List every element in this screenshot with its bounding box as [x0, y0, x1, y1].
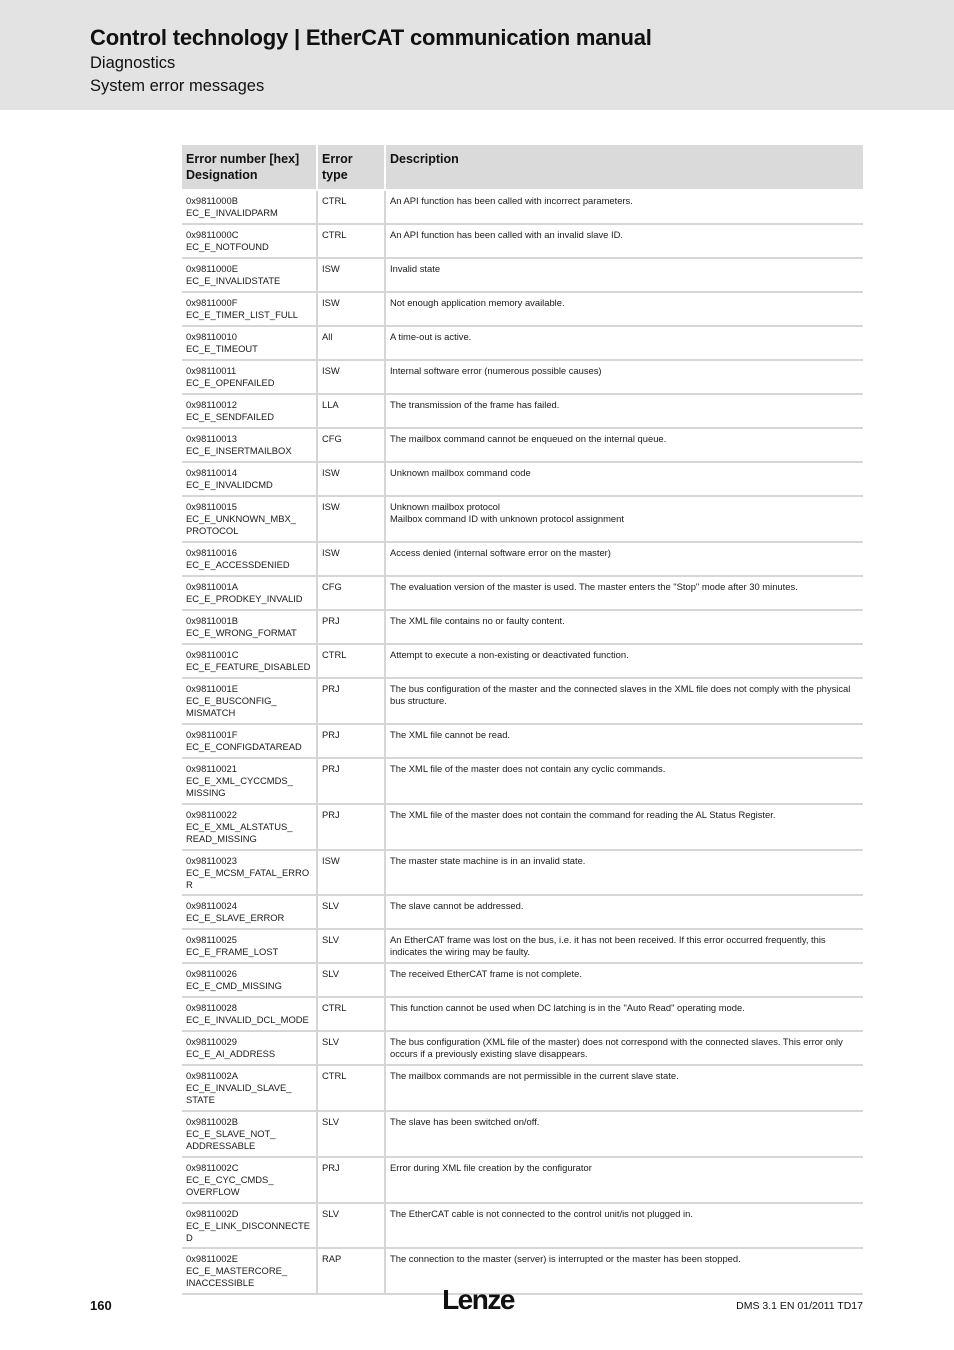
error-type-cell: PRJ — [318, 805, 386, 851]
table-row — [182, 998, 863, 1032]
error-designation: EC_E_XML_CYCCMDS_ MISSING — [186, 775, 293, 798]
error-type-cell: ISW — [318, 543, 386, 577]
error-description-cell: The XML file cannot be read. — [386, 725, 863, 759]
error-designation: EC_E_CONFIGDATAREAD — [186, 741, 302, 752]
error-description-cell: The XML file of the master does not contain any cyclic commands. — [386, 759, 863, 805]
error-type-cell: CTRL — [318, 998, 386, 1032]
table-row — [182, 1204, 863, 1249]
error-number-cell — [182, 429, 318, 463]
table-row — [182, 327, 863, 361]
table-row — [182, 1066, 863, 1112]
error-designation: EC_E_MASTERCORE_ INACCESSIBLE — [186, 1265, 288, 1288]
error-type-cell: PRJ — [318, 1158, 386, 1204]
error-number: 0x98110011 — [186, 365, 237, 376]
error-designation: EC_E_FRAME_LOST — [186, 946, 279, 957]
table-header-row — [182, 145, 863, 191]
error-number: 0x98110013 — [186, 433, 237, 444]
error-number: 0x98110012 — [186, 399, 237, 410]
error-description-cell: Invalid state — [386, 259, 863, 293]
error-description-cell: Access denied (internal software error on the master) — [386, 543, 863, 577]
table-row — [182, 429, 863, 463]
error-number-cell — [182, 896, 318, 930]
error-designation: EC_E_WRONG_FORMAT — [186, 627, 297, 638]
error-description-cell: The mailbox command cannot be enqueued on the internal queue. — [386, 429, 863, 463]
error-designation: EC_E_OPENFAILED — [186, 377, 275, 388]
error-number: 0x9811001E — [186, 683, 238, 694]
table-row — [182, 1249, 863, 1295]
error-number: 0x9811002C — [186, 1162, 239, 1173]
error-type-cell: SLV — [318, 930, 386, 964]
error-designation: EC_E_INVALIDSTATE — [186, 275, 281, 286]
error-number: 0x9811000C — [186, 229, 239, 240]
error-type-cell: PRJ — [318, 679, 386, 725]
column-header-error-number: Error number [hex] Designation — [182, 145, 318, 191]
error-designation: EC_E_MCSM_FATAL_ERROR — [186, 867, 310, 890]
table-row — [182, 361, 863, 395]
error-description-cell: The XML file contains no or faulty content. — [386, 611, 863, 645]
lenze-logo — [438, 1285, 518, 1315]
error-number: 0x9811002A — [186, 1070, 238, 1081]
error-number-cell — [182, 577, 318, 611]
error-number-cell — [182, 998, 318, 1032]
error-number: 0x9811001A — [186, 581, 238, 592]
error-description-cell: An API function has been called with an invalid slave ID. — [386, 225, 863, 259]
error-type-cell: SLV — [318, 896, 386, 930]
error-number-cell — [182, 964, 318, 998]
table-row — [182, 191, 863, 225]
error-description-cell: The received EtherCAT frame is not complete. — [386, 964, 863, 998]
error-designation: EC_E_ACCESSDENIED — [186, 559, 290, 570]
error-type-cell: SLV — [318, 964, 386, 998]
error-type-cell: ISW — [318, 259, 386, 293]
table-row — [182, 725, 863, 759]
table-row — [182, 543, 863, 577]
error-number-cell — [182, 805, 318, 851]
table-row — [182, 259, 863, 293]
error-designation: EC_E_CMD_MISSING — [186, 980, 282, 991]
error-table-body — [182, 191, 863, 1295]
error-designation: EC_E_BUSCONFIG_ MISMATCH — [186, 695, 277, 718]
table-row — [182, 679, 863, 725]
error-designation: EC_E_INSERTMAILBOX — [186, 445, 292, 456]
error-number-cell — [182, 191, 318, 225]
error-designation: EC_E_LINK_DISCONNECTED — [186, 1220, 310, 1243]
error-description-cell: The master state machine is in an invalid state. — [386, 851, 863, 896]
table-row — [182, 577, 863, 611]
error-number-cell — [182, 293, 318, 327]
error-designation: EC_E_INVALID_SLAVE_ STATE — [186, 1082, 292, 1105]
error-number: 0x98110016 — [186, 547, 237, 558]
error-type-cell: SLV — [318, 1204, 386, 1249]
error-number-cell — [182, 361, 318, 395]
error-type-cell: ISW — [318, 497, 386, 543]
error-designation: EC_E_SLAVE_ERROR — [186, 912, 285, 923]
error-description-cell: Unknown mailbox protocol Mailbox command ID with unknown protocol assignment — [386, 497, 863, 543]
error-type-cell: ISW — [318, 361, 386, 395]
error-number: 0x9811001F — [186, 729, 238, 740]
error-type-cell: PRJ — [318, 759, 386, 805]
error-number-cell — [182, 1112, 318, 1158]
error-number: 0x98110029 — [186, 1036, 237, 1047]
table-row — [182, 645, 863, 679]
error-number: 0x98110021 — [186, 763, 237, 774]
error-number-cell — [182, 1066, 318, 1112]
error-designation: EC_E_NOTFOUND — [186, 241, 269, 252]
error-number-cell — [182, 1032, 318, 1066]
column-header-description: Description — [386, 145, 863, 191]
error-description-cell: Unknown mailbox command code — [386, 463, 863, 497]
error-number: 0x98110010 — [186, 331, 237, 342]
table-row — [182, 805, 863, 851]
table-row — [182, 395, 863, 429]
error-designation: EC_E_SENDFAILED — [186, 411, 275, 422]
error-type-cell: ISW — [318, 463, 386, 497]
error-type-cell: PRJ — [318, 611, 386, 645]
error-number-cell — [182, 725, 318, 759]
error-number-cell — [182, 645, 318, 679]
table-row — [182, 759, 863, 805]
error-number: 0x9811000E — [186, 263, 238, 274]
table-row — [182, 611, 863, 645]
subsection-title: System error messages — [90, 77, 265, 95]
error-designation: EC_E_CYC_CMDS_ OVERFLOW — [186, 1174, 274, 1197]
error-description-cell: Not enough application memory available. — [386, 293, 863, 327]
error-number-cell — [182, 930, 318, 964]
error-number-cell — [182, 611, 318, 645]
error-designation: EC_E_INVALID_DCL_MODE — [186, 1014, 309, 1025]
error-type-cell: CFG — [318, 429, 386, 463]
error-type-cell: SLV — [318, 1032, 386, 1066]
error-type-cell: LLA — [318, 395, 386, 429]
error-designation: EC_E_INVALIDCMD — [186, 479, 273, 490]
column-header-error-type: Error type — [318, 145, 386, 191]
error-number: 0x9811002B — [186, 1116, 238, 1127]
error-designation: EC_E_TIMEOUT — [186, 343, 258, 354]
error-description-cell: The transmission of the frame has failed. — [386, 395, 863, 429]
document-title: Control technology | EtherCAT communication manual — [90, 25, 652, 50]
error-number-cell — [182, 1204, 318, 1249]
error-description-cell: The bus configuration (XML file of the master) does not correspond with the connected slaves. This error only occurs if a previously existing slave disappears. — [386, 1032, 863, 1066]
error-type-cell: CTRL — [318, 191, 386, 225]
error-number: 0x9811001C — [186, 649, 239, 660]
page-number: 160 — [90, 1298, 112, 1313]
table-row — [182, 1112, 863, 1158]
error-type-cell: ISW — [318, 851, 386, 896]
table-row — [182, 463, 863, 497]
error-number: 0x98110025 — [186, 934, 237, 945]
error-type-cell: CFG — [318, 577, 386, 611]
error-number: 0x98110014 — [186, 467, 237, 478]
error-number: 0x9811002E — [186, 1253, 238, 1264]
table-row — [182, 225, 863, 259]
error-type-cell: PRJ — [318, 725, 386, 759]
table-row — [182, 1032, 863, 1066]
error-type-cell: CTRL — [318, 1066, 386, 1112]
error-number: 0x9811000B — [186, 195, 238, 206]
error-designation: EC_E_XML_ALSTATUS_ READ_MISSING — [186, 821, 293, 844]
error-number-cell — [182, 497, 318, 543]
error-number-cell — [182, 327, 318, 361]
error-description-cell: Attempt to execute a non-existing or deactivated function. — [386, 645, 863, 679]
table-row — [182, 930, 863, 964]
table-row — [182, 1158, 863, 1204]
error-number: 0x98110015 — [186, 501, 237, 512]
error-designation: EC_E_SLAVE_NOT_ ADDRESSABLE — [186, 1128, 276, 1151]
error-number: 0x98110023 — [186, 855, 237, 866]
error-designation: EC_E_UNKNOWN_MBX_ PROTOCOL — [186, 513, 296, 536]
svg-text:Lenze: Lenze — [442, 1285, 514, 1315]
error-number: 0x98110028 — [186, 1002, 237, 1013]
error-designation: EC_E_INVALIDPARM — [186, 207, 278, 218]
error-type-cell: RAP — [318, 1249, 386, 1295]
error-designation: EC_E_FEATURE_DISABLED — [186, 661, 311, 672]
error-number-cell — [182, 759, 318, 805]
error-description-cell: An EtherCAT frame was lost on the bus, i.e. it has not been received. If this error occurred frequently, this indicates the wiring may be faulty. — [386, 930, 863, 964]
error-number-cell — [182, 679, 318, 725]
error-description-cell: The slave has been switched on/off. — [386, 1112, 863, 1158]
error-number: 0x9811001B — [186, 615, 238, 626]
error-designation: EC_E_PRODKEY_INVALID — [186, 593, 303, 604]
table-row — [182, 497, 863, 543]
table-row — [182, 964, 863, 998]
error-description-cell: A time-out is active. — [386, 327, 863, 361]
error-description-cell: This function cannot be used when DC latching is in the "Auto Read" operating mode. — [386, 998, 863, 1032]
error-number: 0x9811002D — [186, 1208, 239, 1219]
error-number: 0x98110024 — [186, 900, 237, 911]
error-table — [182, 145, 863, 1295]
error-type-cell: CTRL — [318, 225, 386, 259]
error-description-cell: The connection to the master (server) is interrupted or the master has been stopped. — [386, 1249, 863, 1295]
error-number-cell — [182, 1158, 318, 1204]
error-description-cell: The XML file of the master does not contain the command for reading the AL Status Register. — [386, 805, 863, 851]
error-description-cell: Internal software error (numerous possible causes) — [386, 361, 863, 395]
error-description-cell: The EtherCAT cable is not connected to the control unit/is not plugged in. — [386, 1204, 863, 1249]
table-row — [182, 851, 863, 896]
error-number-cell — [182, 259, 318, 293]
error-number-cell — [182, 395, 318, 429]
section-title: Diagnostics — [90, 54, 176, 72]
error-number-cell — [182, 851, 318, 896]
error-number: 0x9811000F — [186, 297, 238, 308]
error-designation: EC_E_AI_ADDRESS — [186, 1048, 276, 1059]
error-number-cell — [182, 225, 318, 259]
table-row — [182, 293, 863, 327]
document-reference: DMS 3.1 EN 01/2011 TD17 — [736, 1300, 863, 1312]
error-description-cell: Error during XML file creation by the configurator — [386, 1158, 863, 1204]
error-description-cell: The mailbox commands are not permissible in the current slave state. — [386, 1066, 863, 1112]
error-number-cell — [182, 543, 318, 577]
error-description-cell: The bus configuration of the master and the connected slaves in the XML file does not comply with the physical bus structure. — [386, 679, 863, 725]
table-row — [182, 896, 863, 930]
error-number: 0x98110022 — [186, 809, 237, 820]
error-designation: EC_E_TIMER_LIST_FULL — [186, 309, 299, 320]
error-description-cell: The evaluation version of the master is used. The master enters the "Stop" mode after 30 minutes. — [386, 577, 863, 611]
error-number-cell — [182, 1249, 318, 1295]
error-type-cell: CTRL — [318, 645, 386, 679]
error-description-cell: The slave cannot be addressed. — [386, 896, 863, 930]
error-type-cell: All — [318, 327, 386, 361]
error-description-cell: An API function has been called with incorrect parameters. — [386, 191, 863, 225]
header-band — [0, 0, 954, 110]
error-number-cell — [182, 463, 318, 497]
error-number: 0x98110026 — [186, 968, 237, 979]
error-type-cell: ISW — [318, 293, 386, 327]
error-type-cell: SLV — [318, 1112, 386, 1158]
